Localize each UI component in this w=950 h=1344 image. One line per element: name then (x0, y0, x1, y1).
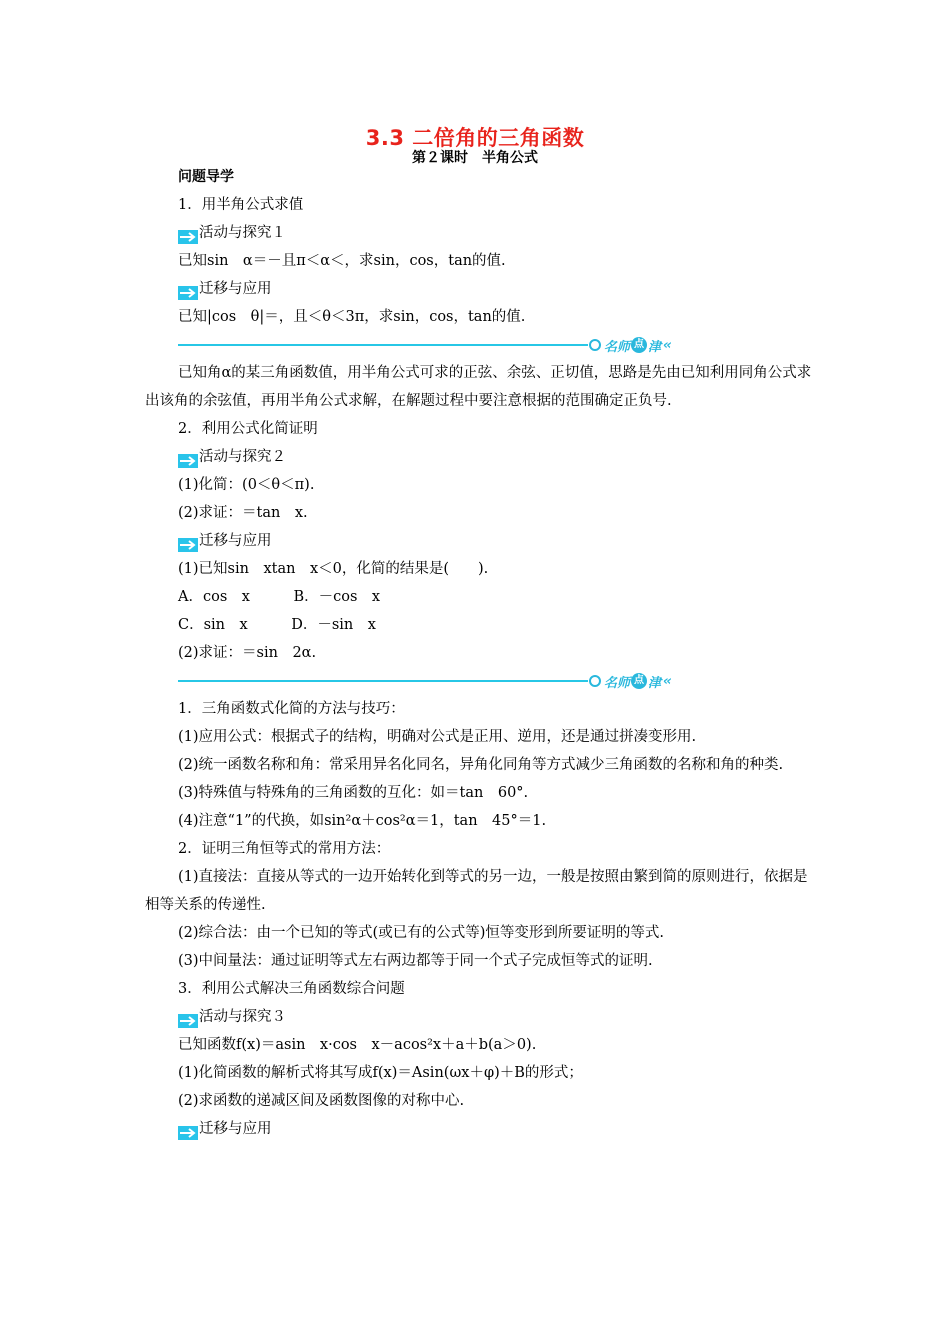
text-line: (3)特殊值与特殊角的三角函数的互化：如＝tan 60°. (178, 785, 529, 801)
paragraph: (2)统一函数名称和角：常采用异名化同名，异角化同角等方式减少三角函数的名称和角的种类. (178, 757, 784, 773)
divider-rule (178, 680, 588, 682)
badge-text-c: 津 (648, 675, 662, 691)
page-title: 3.3 二倍角的三角函数 (365, 126, 585, 150)
text-line: 2．利用公式化简证明 (178, 421, 318, 437)
text-line: 3．利用公式解决三角函数综合问题 (178, 981, 405, 997)
arrow-right-icon (178, 282, 198, 296)
text-line: (1)已知sin xtan x＜0，化简的结果是( ). (178, 561, 489, 577)
text-line: A．cos x B．－cos x (178, 589, 381, 605)
activity-heading (145, 219, 813, 247)
text-line: (1)应用公式：根据式子的结构，明确对公式是正用、逆用，还是通过拼凑变形用. (178, 729, 697, 745)
activity-heading (145, 275, 813, 303)
badge-text-a: 名师 (604, 675, 631, 691)
activity-label: 迁移与应用 (199, 1121, 272, 1137)
activity-heading (145, 443, 813, 471)
text-line: 已知|cos θ|＝，且＜θ＜3π，求sin，cos，tan的值. (178, 309, 526, 325)
section-divider (145, 331, 813, 359)
text-line: C．sin x D．－sin x (178, 617, 376, 633)
mingshi-dianjin-badge (589, 335, 670, 355)
paragraph: 已知角α的某三角函数值，用半角公式可求的正弦、余弦、正切值，思路是先由已知利用同角公式求出该角的余弦值，再用半角公式求解，在解题过程中要注意根据的范围确定正负号. (145, 365, 812, 409)
text-line: (2)求证：＝sin 2α. (178, 645, 317, 661)
text-line: (3)中间量法：通过证明等式左右两边都等于同一个式子完成恒等式的证明. (178, 953, 653, 969)
activity-label: 迁移与应用 (199, 281, 272, 297)
text-line: (1)化简函数的解析式将其写成f(x)＝Asin(ωx＋φ)＋B的形式； (178, 1065, 583, 1081)
arrow-right-icon (178, 1010, 198, 1024)
text-line: (2)综合法：由一个已知的等式(或已有的公式等)恒等变形到所要证明的等式. (178, 925, 664, 941)
section-divider (145, 667, 813, 695)
badge-text-b: 点 (631, 673, 647, 689)
arrow-right-icon (178, 534, 198, 548)
paragraph: (1)直接法：直接从等式的一边开始转化到等式的另一边，一般是按照由繁到简的原则进行，依据是相等关系的传递性. (145, 869, 808, 913)
mingshi-dianjin-badge (589, 671, 670, 691)
text-line: 已知函数f(x)＝asin x·cos x－acos²x＋a＋b(a＞0). (178, 1037, 537, 1053)
activity-label: 活动与探究１ (199, 225, 286, 241)
document-body (145, 163, 813, 1143)
text-line: (2)求函数的递减区间及函数图像的对称中心. (178, 1093, 465, 1109)
text-line: (4)注意“1”的代换，如sin²α＋cos²α＝1，tan 45°＝1. (178, 813, 547, 829)
badge-text-a: 名师 (604, 339, 631, 355)
activity-label: 活动与探究３ (199, 1009, 286, 1025)
activity-heading (145, 1115, 813, 1143)
badge-text-c: 津 (648, 339, 662, 355)
text-line: 1．用半角公式求值 (178, 197, 304, 213)
text-line: (2)求证：＝tan x. (178, 505, 308, 521)
arrow-right-icon (178, 1122, 198, 1136)
text-line: (1)化简：(0＜θ＜π). (178, 477, 315, 493)
divider-rule (178, 344, 588, 346)
text-line: 2．证明三角恒等式的常用方法： (178, 841, 391, 857)
arrow-right-icon (178, 226, 198, 240)
page-subtitle: 第２课时 半角公式 (412, 150, 538, 166)
double-chevron-left-icon: ‹‹ (663, 337, 670, 353)
text-line: 1．三角函数式化简的方法与技巧： (178, 701, 405, 717)
activity-label: 活动与探究２ (199, 449, 286, 465)
activity-heading (145, 1003, 813, 1031)
section-heading: 问题导学 (178, 169, 234, 185)
badge-text-b: 点 (631, 337, 647, 353)
activity-heading (145, 527, 813, 555)
text-line: 已知sin α＝－且π＜α＜，求sin，cos，tan的值. (178, 253, 506, 269)
arrow-right-icon (178, 450, 198, 464)
activity-label: 迁移与应用 (199, 533, 272, 549)
circle-icon (589, 675, 601, 687)
double-chevron-left-icon: ‹‹ (663, 673, 670, 689)
circle-icon (589, 339, 601, 351)
